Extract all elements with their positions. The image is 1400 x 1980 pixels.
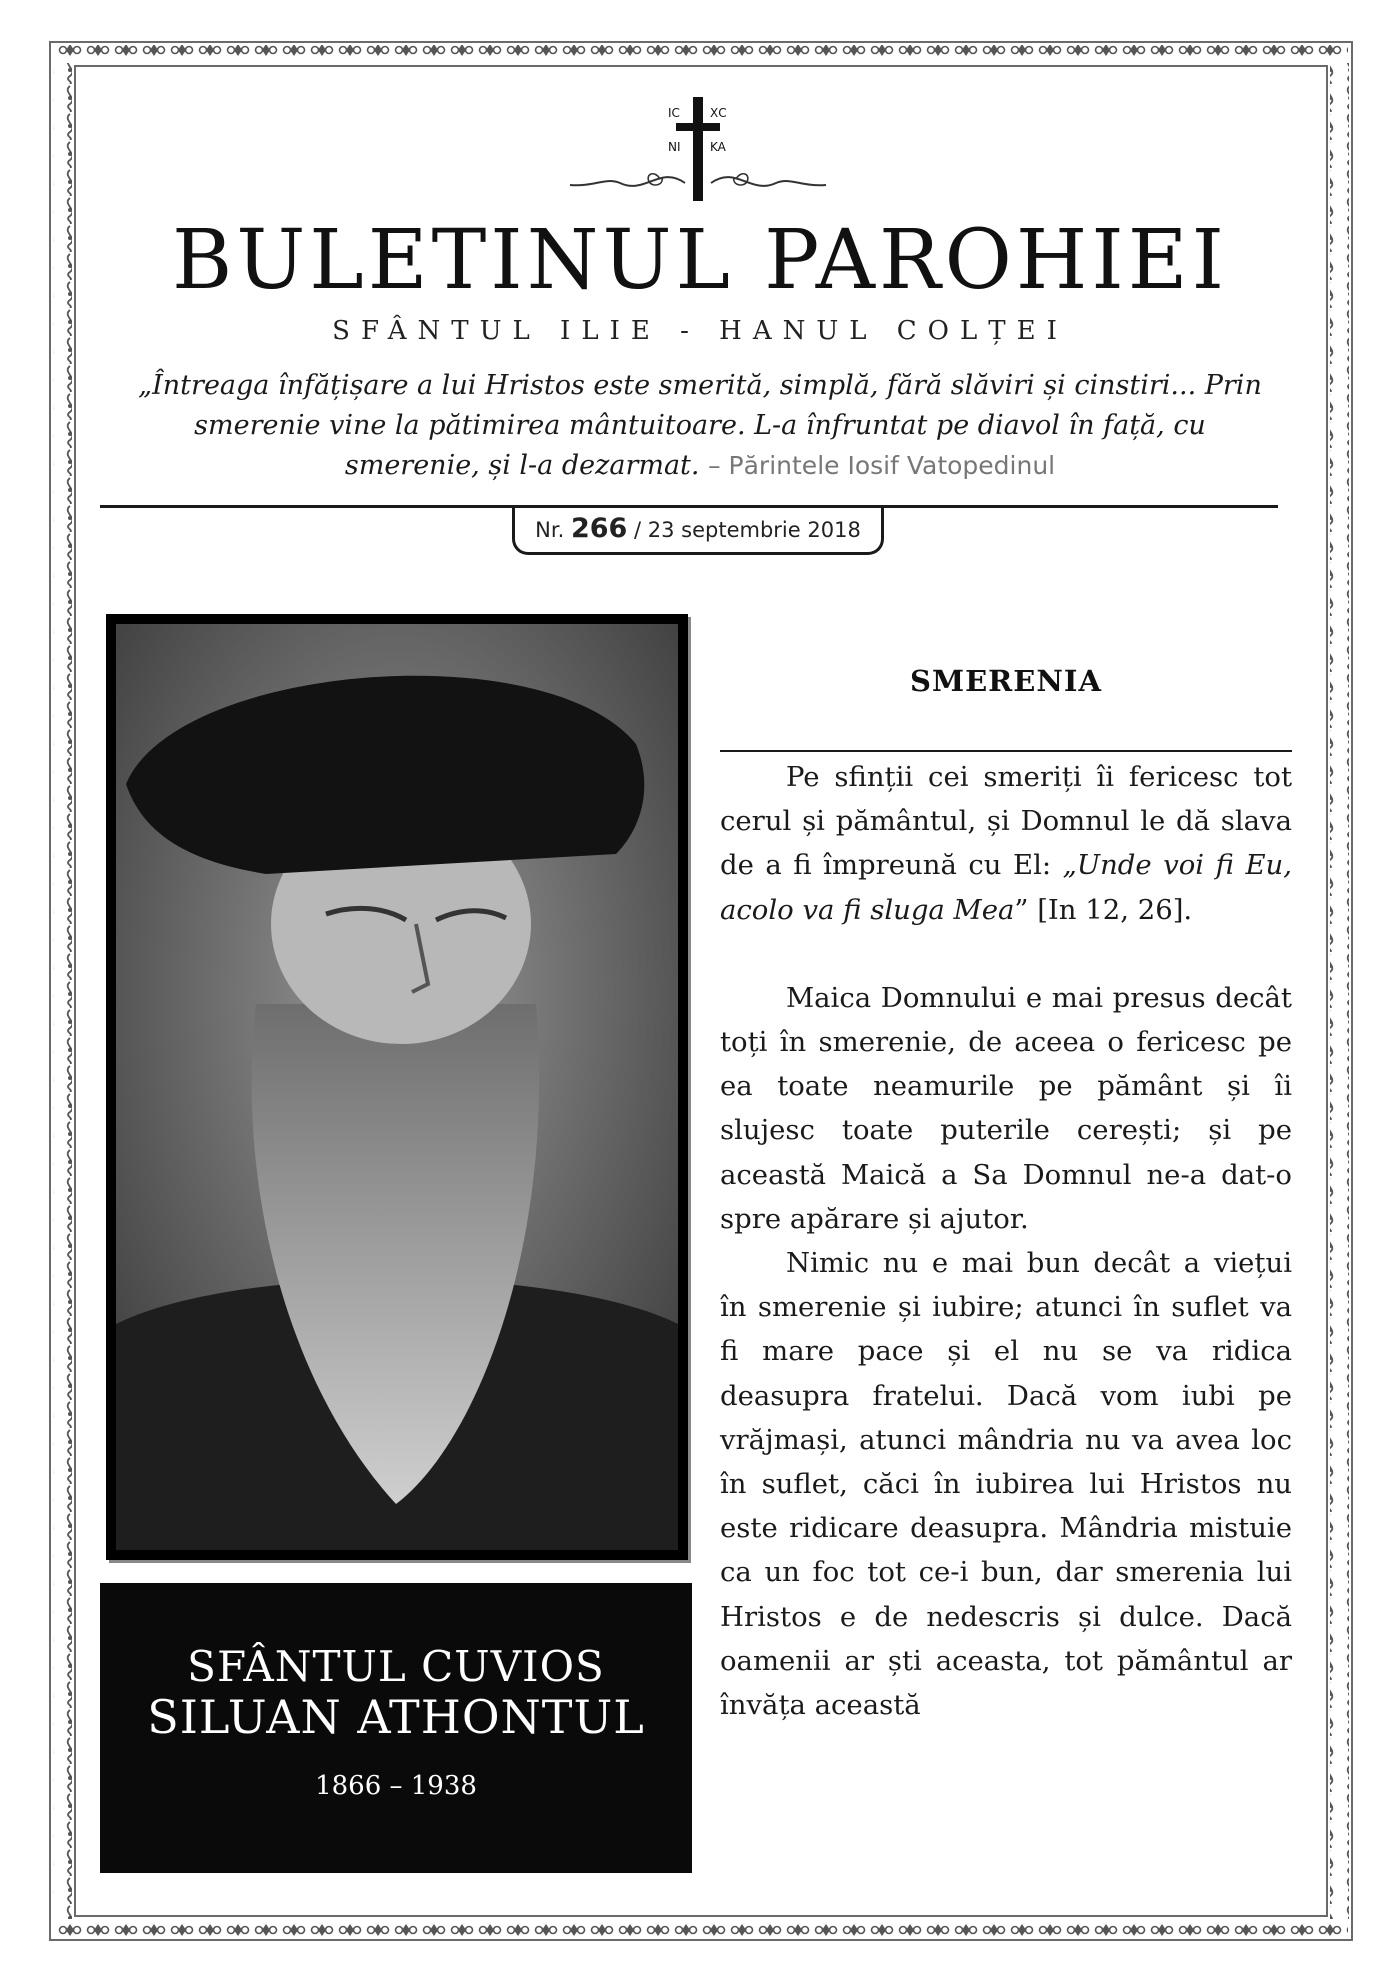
emblem-ka: KA xyxy=(710,140,726,154)
p1-scripture-quote: „Unde voi fi Eu, acolo va fi sluga Mea xyxy=(720,849,1292,926)
article-body xyxy=(720,755,1292,1727)
issue-number: 266 xyxy=(570,513,628,544)
portrait-caption xyxy=(100,1583,692,1873)
issue-prefix: Nr. xyxy=(535,518,565,542)
article-paragraph-2: Maica Domnului e mai presus decât toți în smerenie, de aceea o fericesc pe ea toate neamurile pe pământ și îi slujesc toate puterile cerești; și pe această Maică a Sa Domnul ne-a dat-o spre apărare și ajutor. xyxy=(720,981,1292,1235)
quote-text: „Întreaga înfățișare a lui Hristos este smerită, simplă, fără slăviri și cinstiri... Prin smerenie vine la pătimirea mântuitoare. L-a înfruntat pe diavol în față, cu smerenie, și l-a dezarmat. xyxy=(138,370,1262,481)
header-quote xyxy=(130,366,1270,486)
issue-tab xyxy=(512,507,884,555)
issue-date: / 23 septembrie 2018 xyxy=(634,518,861,542)
bulletin-title: BULETINUL PAROHIEI xyxy=(171,213,1229,308)
caption-line1: SFÂNTUL CUVIOS xyxy=(187,1642,605,1691)
saint-portrait xyxy=(106,614,688,1560)
emblem-ic: IC xyxy=(668,106,680,120)
article-paragraph-1 xyxy=(720,755,1292,932)
emblem-xc: ΧC xyxy=(710,106,727,120)
p1-reference: ” [In 12, 26]. xyxy=(1014,893,1193,926)
article-rule xyxy=(720,750,1292,752)
quote-author: – Părintele Iosif Vatopedinul xyxy=(708,451,1056,480)
portrait-image xyxy=(116,624,678,1550)
caption-line2: SILUAN ATHONTUL xyxy=(147,1690,645,1744)
article-paragraph-3: Nimic nu e mai bun decât a viețui în smerenie și iubire; atunci în suflet va fi mare pace și el nu se va ridica deasupra fratelui. Dacă vom iubi pe vrăjmași, atunci mândria nu va avea loc în suflet, căci în iubirea lui Hristos nu este ridicare deasupra. Mândria mistuie ca un foc tot ce-i bun, dar smerenia lui Hristos e de nedescris și dulce. Dacă oamenii ar ști aceasta, tot pământul ar învăța această xyxy=(720,1247,1292,1722)
article-title: SMERENIA xyxy=(910,664,1102,698)
caption-years: 1866 – 1938 xyxy=(315,1771,477,1801)
cross-emblem-icon xyxy=(550,95,850,205)
emblem-ni: NI xyxy=(668,140,681,154)
parish-subtitle: SFÂNTUL ILIE - HANUL COLȚEI xyxy=(332,316,1068,346)
p1-text: Pe sfinții cei smeriți îi fericesc tot cerul și pământul, și Domnul le dă slava de a fi împreună cu El: xyxy=(720,761,1292,882)
